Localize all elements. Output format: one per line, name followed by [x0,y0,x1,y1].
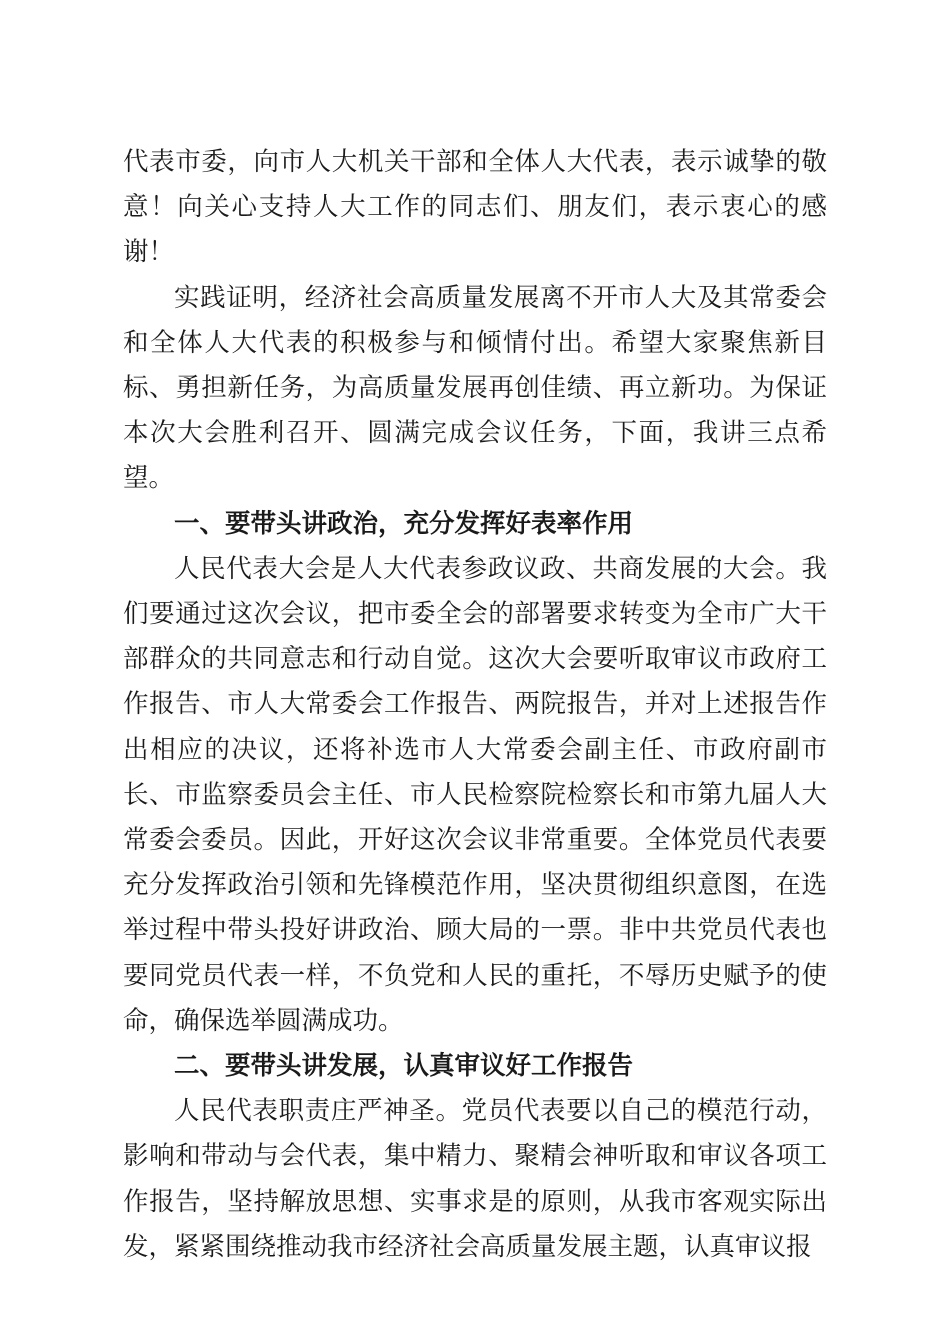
section-heading-1: 一、要带头讲政治，充分发挥好表率作用 [174,508,634,539]
paragraph-section-1: 人民代表大会是人大代表参政议政、共商发展的大会。我们要通过这次会议，把市委全会的部署要求转变为全市广大干部群众的共同意志和行动自觉。这次大会要听取审议市政府工作报告、市人大常委会工作报告、两院报告，并对上述报告作出相应的决议，还将补选市人大常委会副主任、市政府副市长、市监察委员会主任、市人民检察院检察长和市第九届人大常委会委员。因此，开好这次会议非常重要。全体党员代表要充分发挥政治引领和先锋模范作用，坚决贯彻组织意图，在选举过程中带头投好讲政治、顾大局的一票。非中共党员代表也要同党员代表一样，不负党和人民的重托，不辱历史赋予的使命，确保选举圆满成功。 [123,553,827,1036]
paragraph-continuation: 代表市委，向市人大机关干部和全体人大代表，表示诚挚的敬意！向关心支持人大工作的同志们、朋友们，表示衷心的感谢！ [123,147,827,268]
section-heading-2: 二、要带头讲发展，认真审议好工作报告 [174,1051,634,1082]
paragraph-practice-proof: 实践证明，经济社会高质量发展离不开市人大及其常委会和全体人大代表的积极参与和倾情付出。希望大家聚焦新目标、勇担新任务，为高质量发展再创佳绩、再立新功。为保证本次大会胜利召开、圆满完成会议任务，下面，我讲三点希望。 [123,282,827,494]
paragraph-section-2: 人民代表职责庄严神圣。党员代表要以自己的模范行动，影响和带动与会代表，集中精力、聚精会神听取和审议各项工作报告，坚持解放思想、实事求是的原则，从我市客观实际出发，紧紧围绕推动我市经济社会高质量发展主题，认真审议报 [123,1096,827,1262]
document-body [123,140,827,1270]
